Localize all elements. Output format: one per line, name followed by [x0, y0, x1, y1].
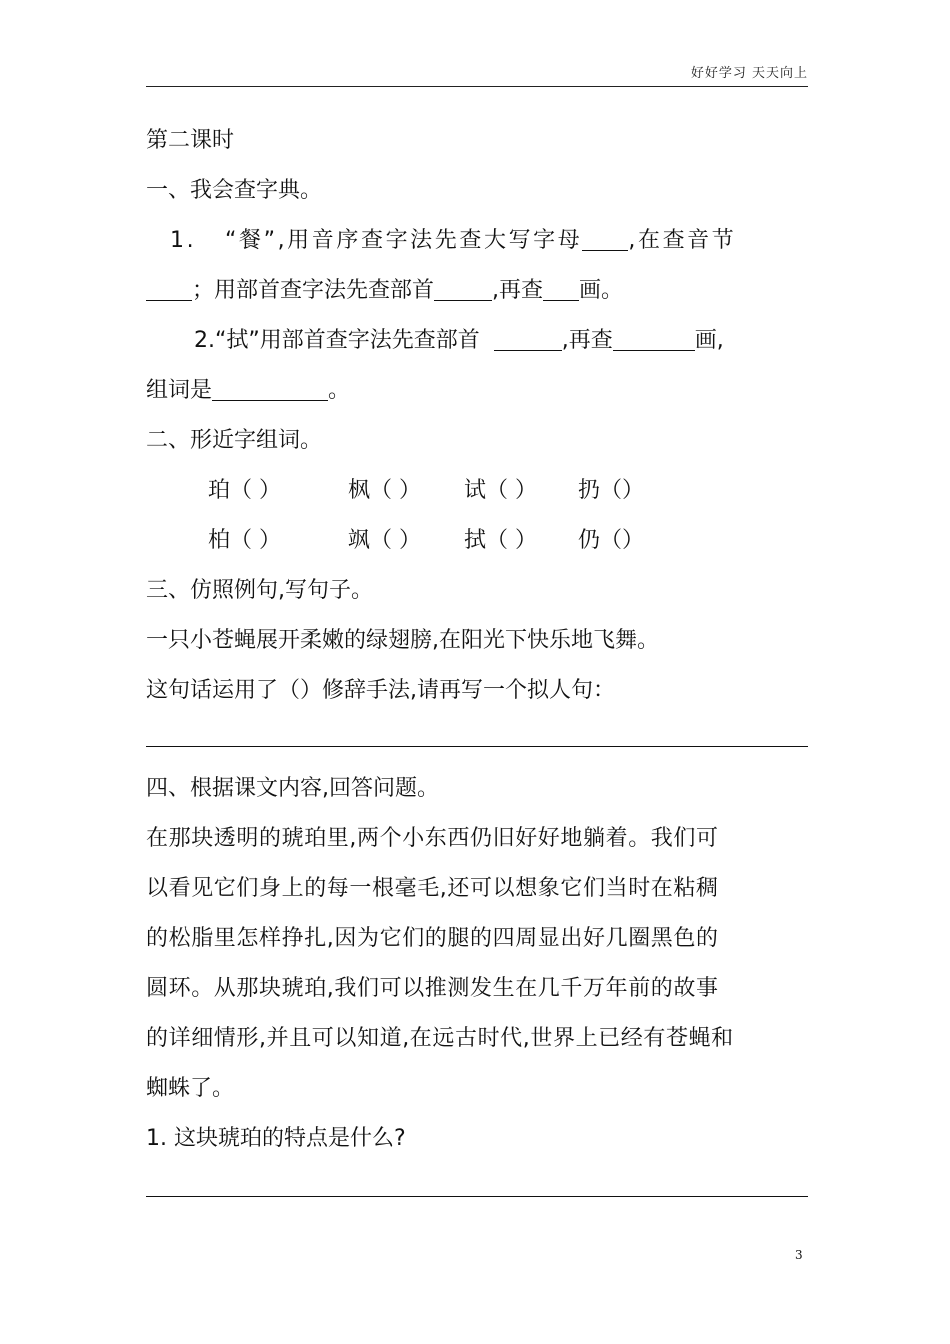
section3-example: 一只小苍蝇展开柔嫩的绿翅膀,在阳光下快乐地飞舞。 — [146, 628, 659, 653]
blank-radical-2[interactable] — [494, 326, 562, 351]
char-cell: 柏（ ） — [208, 528, 281, 553]
answer-line-section4[interactable] — [146, 1196, 808, 1197]
blank-radical[interactable] — [434, 276, 492, 301]
char-cell: 枫（ ） — [348, 478, 421, 503]
header-rule — [146, 86, 808, 87]
passage-line: 的松脂里怎样挣扎,因为它们的腿的四周显出好几圈黑色的 — [146, 926, 719, 951]
page-number: 3 — [795, 1248, 803, 1262]
blank-strokes[interactable] — [543, 276, 579, 301]
answer-line-section3[interactable] — [146, 746, 808, 747]
blank-syllable[interactable] — [146, 276, 192, 301]
section1-q2-line1 — [194, 326, 724, 356]
section2-title: 二、形近字组词。 — [146, 428, 323, 453]
section1-q1-line1 — [170, 226, 736, 256]
q2-text-e: 。 — [328, 378, 351, 403]
q2-text-c: 画, — [694, 328, 724, 353]
char-cell: 仍（） — [578, 528, 645, 553]
section1-q1-line2 — [146, 276, 623, 306]
char-cell: 飒（ ） — [348, 528, 421, 553]
section1-q2-line2 — [146, 376, 350, 406]
q1-text-a: “餐”,用音序查字法先查大写字母 — [224, 228, 583, 253]
passage-line: 圆环。从那块琥珀,我们可以推测发生在几千万年前的故事 — [146, 976, 719, 1001]
char-cell: 拭（ ） — [464, 528, 537, 553]
section3-prompt: 这句话运用了（）修辞手法,请再写一个拟人句： — [146, 678, 615, 703]
page-header: 好好学习 天天向上 — [690, 66, 808, 81]
q1-text-c: ；用部首查字法先查部首 — [192, 278, 435, 303]
q2-text-d: 组词是 — [146, 378, 213, 403]
passage-line: 的详细情形,并且可以知道,在远古时代,世界上已经有苍蝇和 — [146, 1026, 734, 1051]
lesson-title: 第二课时 — [146, 128, 235, 153]
section1-title: 一、我会查字典。 — [146, 178, 323, 203]
q2-text-b: ,再查 — [561, 328, 613, 353]
blank-word[interactable] — [212, 376, 328, 401]
blank-strokes-2[interactable] — [613, 326, 695, 351]
q1-text-d: ,再查 — [492, 278, 544, 303]
section3-title: 三、仿照例句,写句子。 — [146, 578, 373, 603]
section4-title: 四、根据课文内容,回答问题。 — [146, 776, 439, 801]
char-cell: 珀（ ） — [208, 478, 281, 503]
blank-capital-letter[interactable] — [582, 226, 628, 251]
char-cell: 试（ ） — [464, 478, 537, 503]
q2-text-a: 2.“拭”用部首查字法先查部首 — [194, 328, 480, 353]
passage-line: 在那块透明的琥珀里,两个小东西仍旧好好地躺着。我们可 — [146, 826, 719, 851]
q1-text-e: 画。 — [579, 278, 624, 303]
passage-line: 以看见它们身上的每一根毫毛,还可以想象它们当时在粘稠 — [146, 876, 719, 901]
passage-line: 蜘蛛了。 — [146, 1076, 235, 1101]
section4-q1: 1. 这块琥珀的特点是什么? — [146, 1126, 406, 1151]
q1-text-b: ,在查音节 — [628, 228, 737, 253]
char-cell: 扔（） — [578, 478, 645, 503]
q1-number: 1. — [170, 228, 197, 253]
